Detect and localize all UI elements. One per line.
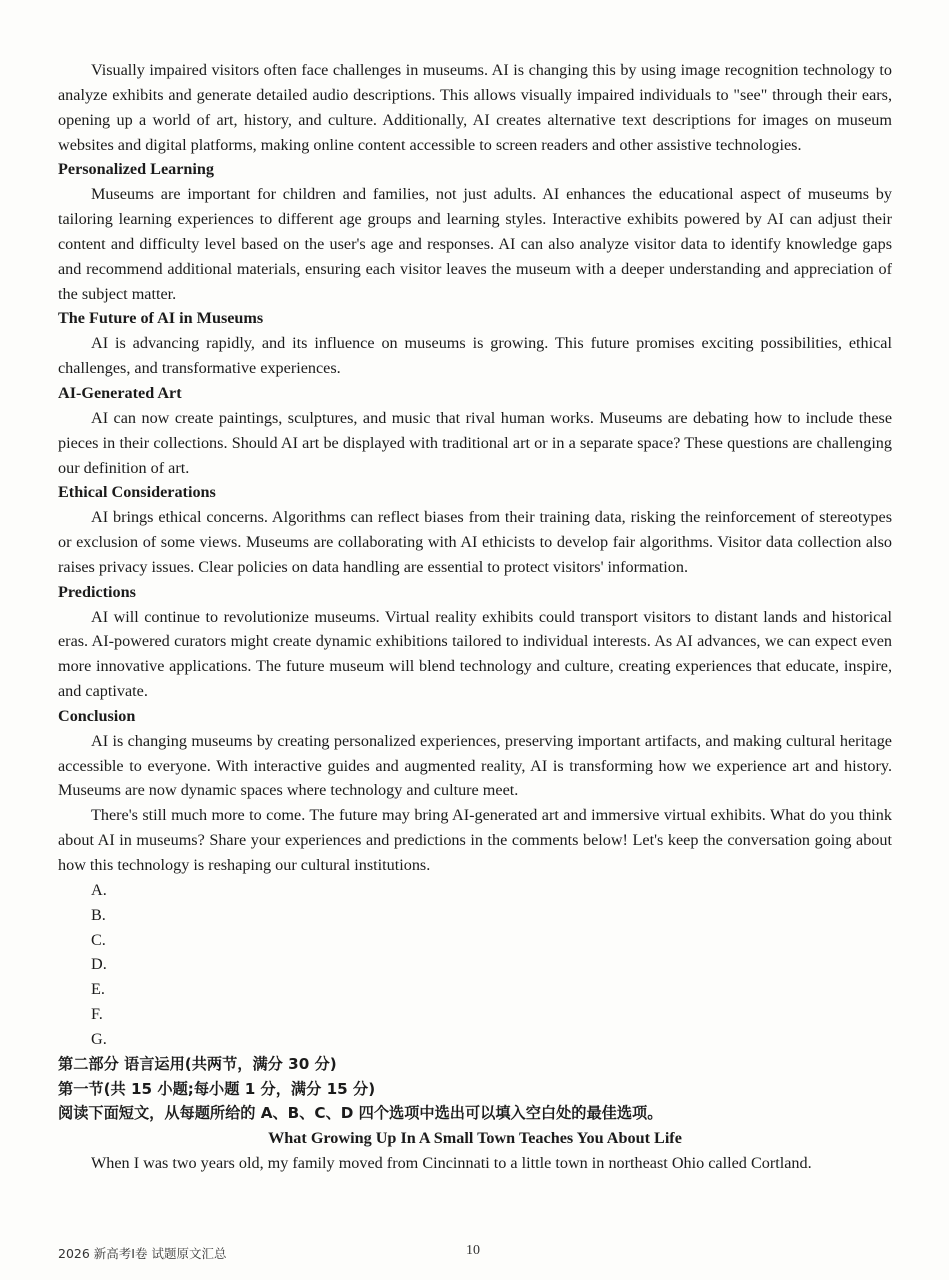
paragraph-closing: There's still much more to come. The future may bring AI-generated art and immersive virtual exhibits. What do you think about AI in museums? Share your experiences and predictions in the comments below! Let's keep the conversation going about how this technology is reshaping our cultural institutions. — [58, 806, 892, 874]
paragraph-personalized-learning: Museums are important for children and families, not just adults. AI enhances the educational aspect of museums by tailoring learning experiences to different age groups and learning styles. Interactive exhibits powered by AI can adjust their content and difficulty level based on the user's age and responses. AI can also analyze visitor data to identify knowledge gaps and recommend additional materials, ensuring each visitor leaves the museum with a deeper understanding and appreciation of the subject matter. — [58, 185, 892, 303]
paragraph-future-of-ai: AI is advancing rapidly, and its influence on museums is growing. This future promises exciting possibilities, ethical challenges, and transformative experiences. — [58, 334, 892, 378]
page-content — [58, 58, 892, 1176]
heading-ethical-considerations: Ethical Considerations — [58, 483, 216, 502]
footer-source: 2026 新高考I卷 试题原文汇总 — [58, 1246, 227, 1261]
passage-first-line: When I was two years old, my family moved from Cincinnati to a little town in northeast Ohio called Cortland. — [91, 1154, 812, 1173]
paragraph-predictions: AI will continue to revolutionize museums. Virtual reality exhibits could transport visitors to distant lands and historical eras. AI-powered curators might create dynamic exhibitions tailored to individual interests. As AI advances, we can expect even more innovative applications. The future museum will blend technology and culture, creating experiences that educate, inspire, and captivate. — [58, 607, 892, 701]
option-c: C. — [91, 930, 106, 949]
instruction-line: 阅读下面短文，从每题所给的 A、B、C、D 四个选项中选出可以填入空白处的最佳选项。 — [58, 1104, 663, 1123]
heading-future-of-ai: The Future of AI in Museums — [58, 309, 264, 328]
paragraph-ai-generated-art: AI can now create paintings, sculptures, and music that rival human works. Museums are debating how to include these pieces in their collections. Should AI art be displayed with traditional art or in a separate space? These questions are challenging our definition of art. — [58, 408, 892, 477]
part-two-heading: 第二部分 语言运用(共两节，满分 30 分) — [58, 1054, 337, 1073]
option-e: E. — [91, 980, 105, 999]
option-d: D. — [91, 955, 107, 974]
heading-conclusion: Conclusion — [58, 706, 136, 725]
paragraph-ethical-considerations: AI brings ethical concerns. Algorithms can reflect biases from their training data, risking the reinforcement of stereotypes or exclusion of some views. Museums are collaborating with AI ethicists to develop fair algorithms. Visitor data collection also raises privacy issues. Clear policies on data handling are essential to protect visitors' information. — [58, 508, 892, 576]
option-g: G. — [91, 1029, 107, 1048]
heading-ai-generated-art: AI-Generated Art — [58, 383, 182, 402]
section-one-heading: 第一节(共 15 小题;每小题 1 分，满分 15 分) — [58, 1079, 376, 1098]
passage-title: What Growing Up In A Small Town Teaches You About Life — [268, 1129, 682, 1148]
heading-personalized-learning: Personalized Learning — [58, 160, 215, 179]
heading-predictions: Predictions — [58, 582, 136, 601]
option-f: F. — [91, 1005, 103, 1024]
option-b: B. — [91, 905, 106, 924]
paragraph-visually-impaired: Visually impaired visitors often face challenges in museums. AI is changing this by using image recognition technology to analyze exhibits and generate detailed audio descriptions. This allows visually impaired individuals to "see" through their ears, opening up a world of art, history, and culture. Additionally, AI creates alternative text descriptions for images on museum websites and digital platforms, making online content accessible to screen readers and other assistive technologies. — [58, 61, 892, 154]
option-a: A. — [91, 880, 107, 899]
paragraph-conclusion: AI is changing museums by creating personalized experiences, preserving important artifacts, and making cultural heritage accessible to everyone. With interactive guides and augmented reality, AI is transforming how we experience art and history. Museums are now dynamic spaces where technology and culture meet. — [58, 731, 892, 800]
page-number: 10 — [466, 1243, 480, 1258]
